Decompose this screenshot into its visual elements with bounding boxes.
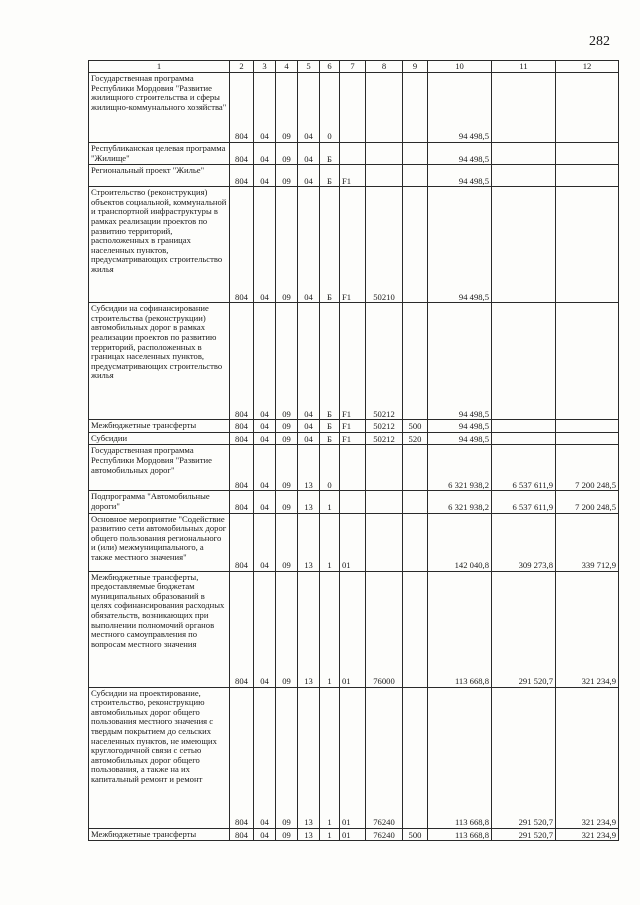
cell-c12 (556, 165, 619, 187)
cell-c12 (556, 187, 619, 303)
cell-c3: 04 (254, 513, 276, 571)
cell-c3: 04 (254, 187, 276, 303)
cell-c12: 321 234,9 (556, 571, 619, 687)
cell-c9 (403, 571, 428, 687)
row-name-cell: Основное мероприятие "Содействие развитию сети автомобильных дорог общего пользования регионального и (или) межмуниципального, а также местного значения" (89, 513, 230, 571)
cell-c5: 04 (298, 187, 320, 303)
cell-c10: 94 498,5 (428, 143, 492, 165)
row-name-cell: Субсидии (89, 432, 230, 445)
cell-c12 (556, 73, 619, 143)
cell-c7: 01 (340, 687, 366, 828)
cell-c10: 113 668,8 (428, 828, 492, 841)
cell-c12 (556, 143, 619, 165)
cell-c4: 09 (276, 513, 298, 571)
cell-c4: 09 (276, 828, 298, 841)
cell-c2: 804 (230, 73, 254, 143)
cell-c2: 804 (230, 491, 254, 513)
cell-c4: 09 (276, 491, 298, 513)
cell-c2: 804 (230, 165, 254, 187)
cell-c8 (366, 73, 403, 143)
table-row (89, 165, 619, 187)
cell-c9: 520 (403, 432, 428, 445)
cell-c10: 94 498,5 (428, 73, 492, 143)
cell-c12: 7 200 248,5 (556, 445, 619, 491)
cell-c8: 50212 (366, 432, 403, 445)
cell-c10: 94 498,5 (428, 303, 492, 420)
cell-c9 (403, 513, 428, 571)
cell-c5: 04 (298, 303, 320, 420)
cell-c4: 09 (276, 73, 298, 143)
cell-c10: 113 668,8 (428, 571, 492, 687)
cell-c7 (340, 73, 366, 143)
budget-table (88, 60, 619, 841)
cell-c5: 04 (298, 73, 320, 143)
cell-c3: 04 (254, 571, 276, 687)
cell-c8: 50210 (366, 187, 403, 303)
cell-c9 (403, 165, 428, 187)
budget-table-container (88, 60, 618, 841)
cell-c6: Б (320, 187, 340, 303)
cell-c10: 142 040,8 (428, 513, 492, 571)
cell-c4: 09 (276, 420, 298, 433)
table-row (89, 491, 619, 513)
cell-c5: 13 (298, 491, 320, 513)
cell-c4: 09 (276, 303, 298, 420)
cell-c7: F1 (340, 165, 366, 187)
cell-c7: F1 (340, 432, 366, 445)
row-name-cell: Подпрограмма "Автомобильные дороги" (89, 491, 230, 513)
cell-c7 (340, 491, 366, 513)
row-name-cell: Региональный проект "Жилье" (89, 165, 230, 187)
cell-c8 (366, 165, 403, 187)
cell-c9 (403, 73, 428, 143)
row-name-cell: Межбюджетные трансферты (89, 420, 230, 433)
cell-c3: 04 (254, 445, 276, 491)
cell-c2: 804 (230, 828, 254, 841)
cell-c6: 1 (320, 513, 340, 571)
cell-c6: 1 (320, 491, 340, 513)
table-row (89, 687, 619, 828)
row-name-cell: Межбюджетные трансферты (89, 828, 230, 841)
cell-c6: 0 (320, 73, 340, 143)
cell-c9 (403, 445, 428, 491)
cell-c9: 500 (403, 828, 428, 841)
cell-c11: 291 520,7 (492, 687, 556, 828)
cell-c3: 04 (254, 687, 276, 828)
cell-c11 (492, 143, 556, 165)
cell-c7: 01 (340, 828, 366, 841)
cell-c11 (492, 187, 556, 303)
cell-c10: 94 498,5 (428, 432, 492, 445)
column-header: 9 (403, 61, 428, 73)
cell-c9 (403, 687, 428, 828)
cell-c3: 04 (254, 432, 276, 445)
cell-c5: 04 (298, 165, 320, 187)
table-row (89, 432, 619, 445)
row-name-cell: Строительство (реконструкция) объектов социальной, коммунальной и транспортной инфраструктуры в рамках реализации проектов по развитию территорий, расположенных в границах населенных пунктов, предусматривающих строительство жилья (89, 187, 230, 303)
cell-c11: 309 273,8 (492, 513, 556, 571)
cell-c6: Б (320, 165, 340, 187)
cell-c10: 6 321 938,2 (428, 491, 492, 513)
cell-c11 (492, 303, 556, 420)
row-name-cell: Республиканская целевая программа "Жилище" (89, 143, 230, 165)
column-header: 3 (254, 61, 276, 73)
column-header: 5 (298, 61, 320, 73)
cell-c6: Б (320, 420, 340, 433)
cell-c5: 13 (298, 687, 320, 828)
cell-c8 (366, 513, 403, 571)
column-header: 4 (276, 61, 298, 73)
cell-c7: F1 (340, 187, 366, 303)
cell-c2: 804 (230, 445, 254, 491)
cell-c7: F1 (340, 420, 366, 433)
row-name-cell: Межбюджетные трансферты, предоставляемые бюджетам муниципальных образований в целях софинансирования расходных обязательств, возникающих при выполнении полномочий органов местного самоуправления по вопросам местного значения (89, 571, 230, 687)
cell-c6: 1 (320, 687, 340, 828)
cell-c10: 6 321 938,2 (428, 445, 492, 491)
cell-c12: 321 234,9 (556, 687, 619, 828)
cell-c3: 04 (254, 73, 276, 143)
cell-c10: 94 498,5 (428, 187, 492, 303)
cell-c12 (556, 432, 619, 445)
cell-c7 (340, 143, 366, 165)
cell-c2: 804 (230, 513, 254, 571)
cell-c8: 76240 (366, 828, 403, 841)
cell-c7: F1 (340, 303, 366, 420)
cell-c5: 04 (298, 143, 320, 165)
cell-c8: 50212 (366, 420, 403, 433)
cell-c9: 500 (403, 420, 428, 433)
column-header: 2 (230, 61, 254, 73)
column-header: 1 (89, 61, 230, 73)
cell-c9 (403, 491, 428, 513)
cell-c11: 291 520,7 (492, 828, 556, 841)
table-row (89, 143, 619, 165)
cell-c9 (403, 303, 428, 420)
cell-c10: 113 668,8 (428, 687, 492, 828)
cell-c6: Б (320, 432, 340, 445)
cell-c8 (366, 491, 403, 513)
cell-c4: 09 (276, 165, 298, 187)
cell-c8 (366, 445, 403, 491)
cell-c3: 04 (254, 143, 276, 165)
cell-c5: 13 (298, 445, 320, 491)
cell-c2: 804 (230, 687, 254, 828)
cell-c12 (556, 303, 619, 420)
cell-c11: 291 520,7 (492, 571, 556, 687)
cell-c7: 01 (340, 571, 366, 687)
cell-c4: 09 (276, 432, 298, 445)
cell-c5: 13 (298, 571, 320, 687)
cell-c5: 04 (298, 420, 320, 433)
cell-c2: 804 (230, 420, 254, 433)
cell-c6: 1 (320, 828, 340, 841)
table-row (89, 571, 619, 687)
table-body (89, 73, 619, 841)
cell-c2: 804 (230, 187, 254, 303)
cell-c11 (492, 432, 556, 445)
cell-c10: 94 498,5 (428, 165, 492, 187)
cell-c6: Б (320, 303, 340, 420)
table-row (89, 73, 619, 143)
cell-c6: 0 (320, 445, 340, 491)
cell-c4: 09 (276, 445, 298, 491)
column-header: 8 (366, 61, 403, 73)
cell-c3: 04 (254, 828, 276, 841)
cell-c9 (403, 143, 428, 165)
cell-c2: 804 (230, 571, 254, 687)
table-row (89, 303, 619, 420)
cell-c11 (492, 420, 556, 433)
row-name-cell: Государственная программа Республики Мордовия "Развитие автомобильных дорог" (89, 445, 230, 491)
cell-c8: 76000 (366, 571, 403, 687)
cell-c8: 50212 (366, 303, 403, 420)
cell-c11 (492, 165, 556, 187)
cell-c3: 04 (254, 420, 276, 433)
row-name-cell: Субсидии на софинансирование строительства (реконструкции) автомобильных дорог в рамках реализации проектов по развитию территорий, расположенных в границах населенных пунктов, предусматривающих строительство жилья (89, 303, 230, 420)
cell-c8 (366, 143, 403, 165)
cell-c11: 6 537 611,9 (492, 491, 556, 513)
table-row (89, 445, 619, 491)
cell-c11 (492, 73, 556, 143)
page-number: 282 (589, 34, 610, 49)
cell-c12: 7 200 248,5 (556, 491, 619, 513)
cell-c10: 94 498,5 (428, 420, 492, 433)
cell-c7: 01 (340, 513, 366, 571)
cell-c2: 804 (230, 303, 254, 420)
column-header: 11 (492, 61, 556, 73)
row-name-cell: Субсидии на проектирование, строительство, реконструкцию автомобильных дорог общего пользования местного значения с твердым покрытием до сельских населенных пунктов, не имеющих круглогодичной связи с сетью автомобильных дорог общего пользования, а также на их капитальный ремонт и ремонт (89, 687, 230, 828)
column-header: 6 (320, 61, 340, 73)
cell-c2: 804 (230, 432, 254, 445)
cell-c12: 321 234,9 (556, 828, 619, 841)
cell-c9 (403, 187, 428, 303)
cell-c12: 339 712,9 (556, 513, 619, 571)
cell-c4: 09 (276, 143, 298, 165)
cell-c4: 09 (276, 187, 298, 303)
cell-c7 (340, 445, 366, 491)
cell-c6: 1 (320, 571, 340, 687)
table-row (89, 513, 619, 571)
cell-c3: 04 (254, 165, 276, 187)
cell-c5: 13 (298, 513, 320, 571)
table-row (89, 187, 619, 303)
cell-c5: 04 (298, 432, 320, 445)
column-header: 10 (428, 61, 492, 73)
cell-c8: 76240 (366, 687, 403, 828)
cell-c11: 6 537 611,9 (492, 445, 556, 491)
table-row (89, 828, 619, 841)
cell-c6: Б (320, 143, 340, 165)
cell-c4: 09 (276, 571, 298, 687)
cell-c12 (556, 420, 619, 433)
table-header-row (89, 61, 619, 73)
cell-c2: 804 (230, 143, 254, 165)
table-row (89, 420, 619, 433)
cell-c3: 04 (254, 303, 276, 420)
cell-c5: 13 (298, 828, 320, 841)
cell-c4: 09 (276, 687, 298, 828)
cell-c3: 04 (254, 491, 276, 513)
column-header: 12 (556, 61, 619, 73)
row-name-cell: Государственная программа Республики Мордовия "Развитие жилищного строительства и сферы жилищно-коммунального хозяйства" (89, 73, 230, 143)
column-header: 7 (340, 61, 366, 73)
